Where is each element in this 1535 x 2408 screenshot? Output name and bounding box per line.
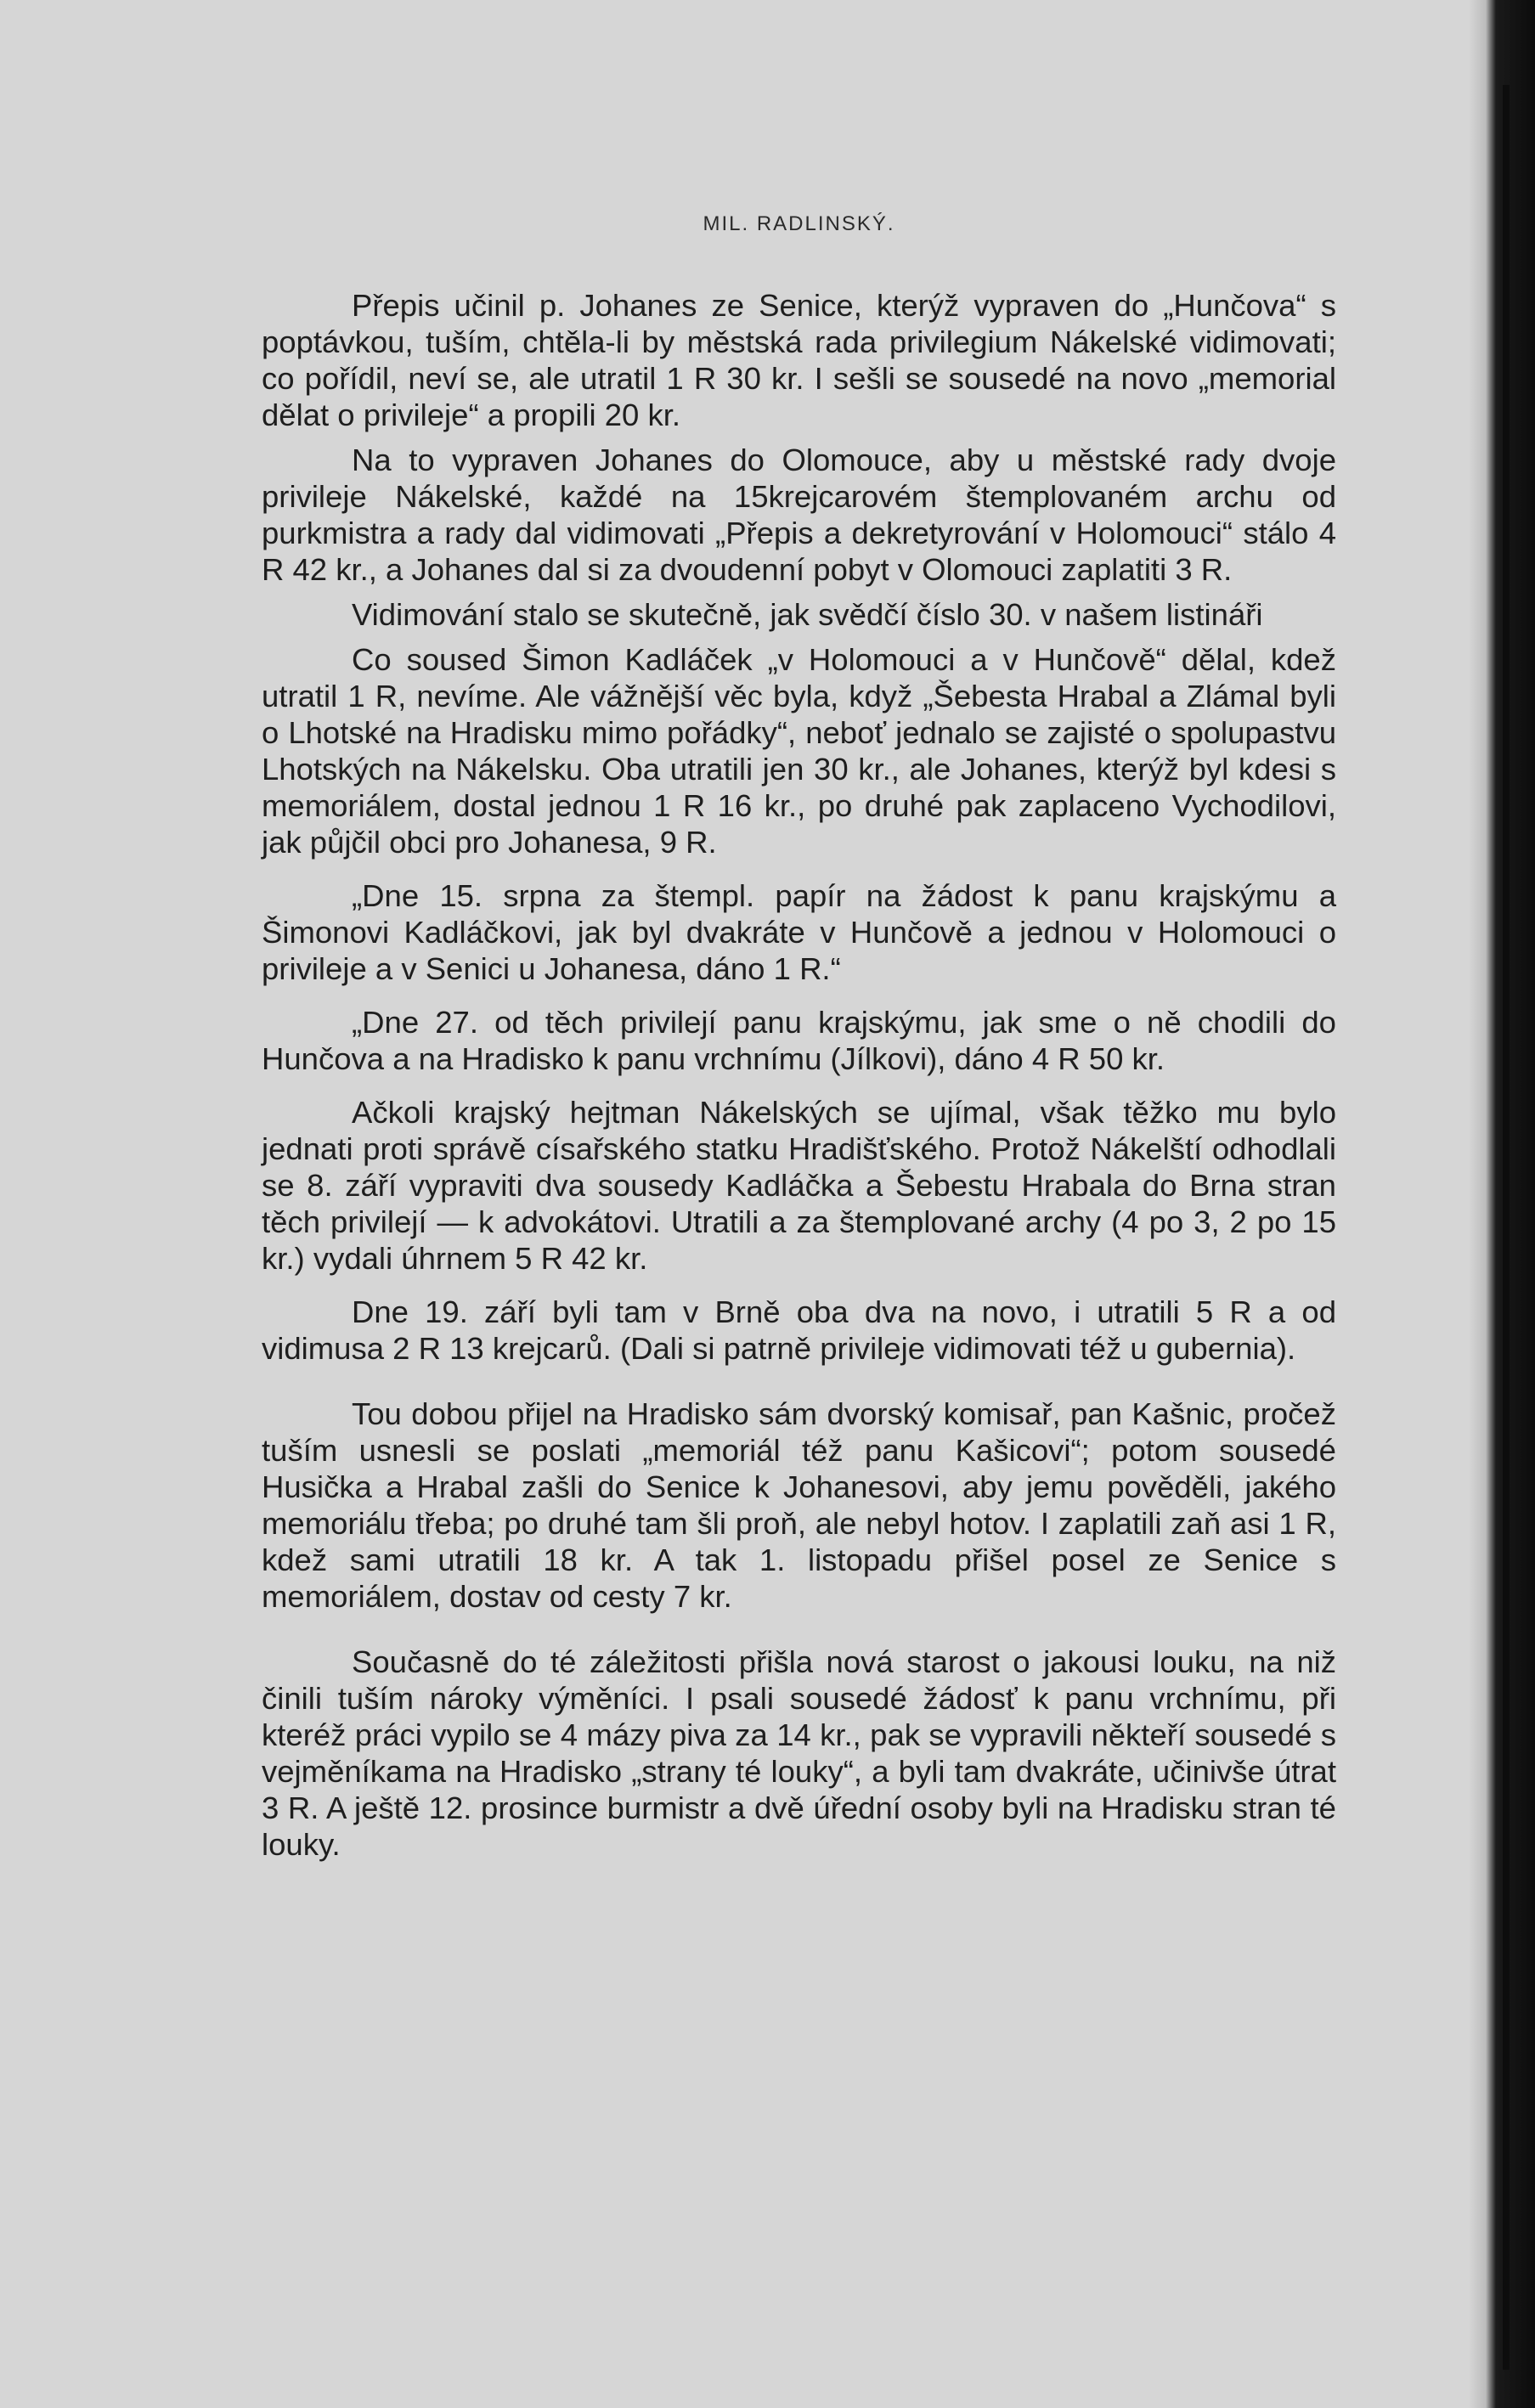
paragraph-6: „Dne 27. od těch privilejí panu krajskýmu, jak sme o ně chodili do Hunčova a na Hradisko k panu vrchnímu (Jílkovi), dáno 4 R 50 kr.: [262, 1005, 1336, 1076]
paragraph-7: Ačkoli krajský hejtman Nákelských se ujímal, však těžko mu bylo jednati proti správě císařského statku Hradišťského. Protož Nákelští odhodlali se 8. září vypraviti dva sousedy Kadláčka a Šebestu Hrabala do Brna stran těch privilejí — k advokátovi. Utratili a za štemplované archy (4 po 3, 2 po 15 kr.) vydali úhrnem 5 R 42 kr.: [262, 1095, 1336, 1276]
paragraph-10: Současně do té záležitosti přišla nová starost o jakousi louku, na niž činili tuším nároky výměníci. I psali sousedé žádosť k panu vrchnímu, při kteréž práci vypilo se 4 mázy piva za 14 kr., pak se vypravili někteří sousedé s vejměníkama na Hradisko „strany té louky“, a byli tam dvakráte, učinivše útrat 3 R. A ještě 12. prosince burmistr a dvě úřední osoby byli na Hradisku stran té louky.: [262, 1644, 1336, 1862]
page-edge-line: [1503, 85, 1510, 2370]
paragraph-3: Vidimování stalo se skutečně, jak svědčí číslo 30. v našem listináři: [352, 597, 1263, 632]
paragraph-8: Dne 19. září byli tam v Brně oba dva na novo, i utratili 5 R a od vidimusa 2 R 13 krejcarů. (Dali si patrně privileje vidimovati též u gubernia).: [262, 1294, 1336, 1366]
paragraph-5: „Dne 15. srpna za štempl. papír na žádost k panu krajskýmu a Šimonovi Kadláčkovi, jak byl dvakráte v Hunčově a jednou v Holomouci o privileje a v Senici u Johanesa, dáno 1 R.“: [262, 878, 1336, 986]
page-content: [262, 212, 1336, 1880]
paragraph-9: Tou dobou přijel na Hradisko sám dvorský komisař, pan Kašnic, pročež tuším usnesli se poslati „memoriál též panu Kašicovi“; potom sousedé Husička a Hrabal zašli do Senice k Johanesovi, aby jemu pověděli, jakého memoriálu třeba; po druhé tam šli proň, ale nebyl hotov. I zaplatili zaň asi 1 R, kdež sami utratili 18 kr. A tak 1. listopadu přišel posel ze Senice s memoriálem, dostav od cesty 7 kr.: [262, 1396, 1336, 1614]
page-edge-shadow: [1469, 0, 1535, 2408]
paragraph-1: Přepis učinil p. Johanes ze Senice, kterýž vypraven do „Hunčova“ s poptávkou, tuším, chtěla-li by městská rada privilegium Nákelské vidimovati; co pořídil, neví se, ale utratil 1 R 30 kr. I sešli se sousedé na novo „memorial dělat o privileje“ a propili 20 kr.: [262, 288, 1336, 432]
paragraph-2: Na to vypraven Johanes do Olomouce, aby u městské rady dvoje privileje Nákelské, každé na 15krejcarovém štemplovaném archu od purkmistra a rady dal vidimovati „Přepis a dekretyrování v Holomouci“ stálo 4 R 42 kr., a Johanes dal si za dvoudenní pobyt v Olomouci zaplatiti 3 R.: [262, 443, 1336, 587]
paragraph-4: Co soused Šimon Kadláček „v Holomouci a v Hunčově“ dělal, kdež utratil 1 R, nevíme. Ale vážnější věc byla, když „Šebesta Hrabal a Zlámal byli o Lhotské na Hradisku mimo pořádky“, neboť jednalo se zajisté o spolupastvu Lhotských na Nákelsku. Oba utratili jen 30 kr., ale Johanes, kterýž byl kdesi s memoriálem, dostal jednou 1 R 16 kr., po druhé pak zaplaceno Vychodilovi, jak půjčil obci pro Johanesa, 9 R.: [262, 642, 1336, 860]
running-head: MIL. RADLINSKÝ.: [703, 212, 895, 235]
